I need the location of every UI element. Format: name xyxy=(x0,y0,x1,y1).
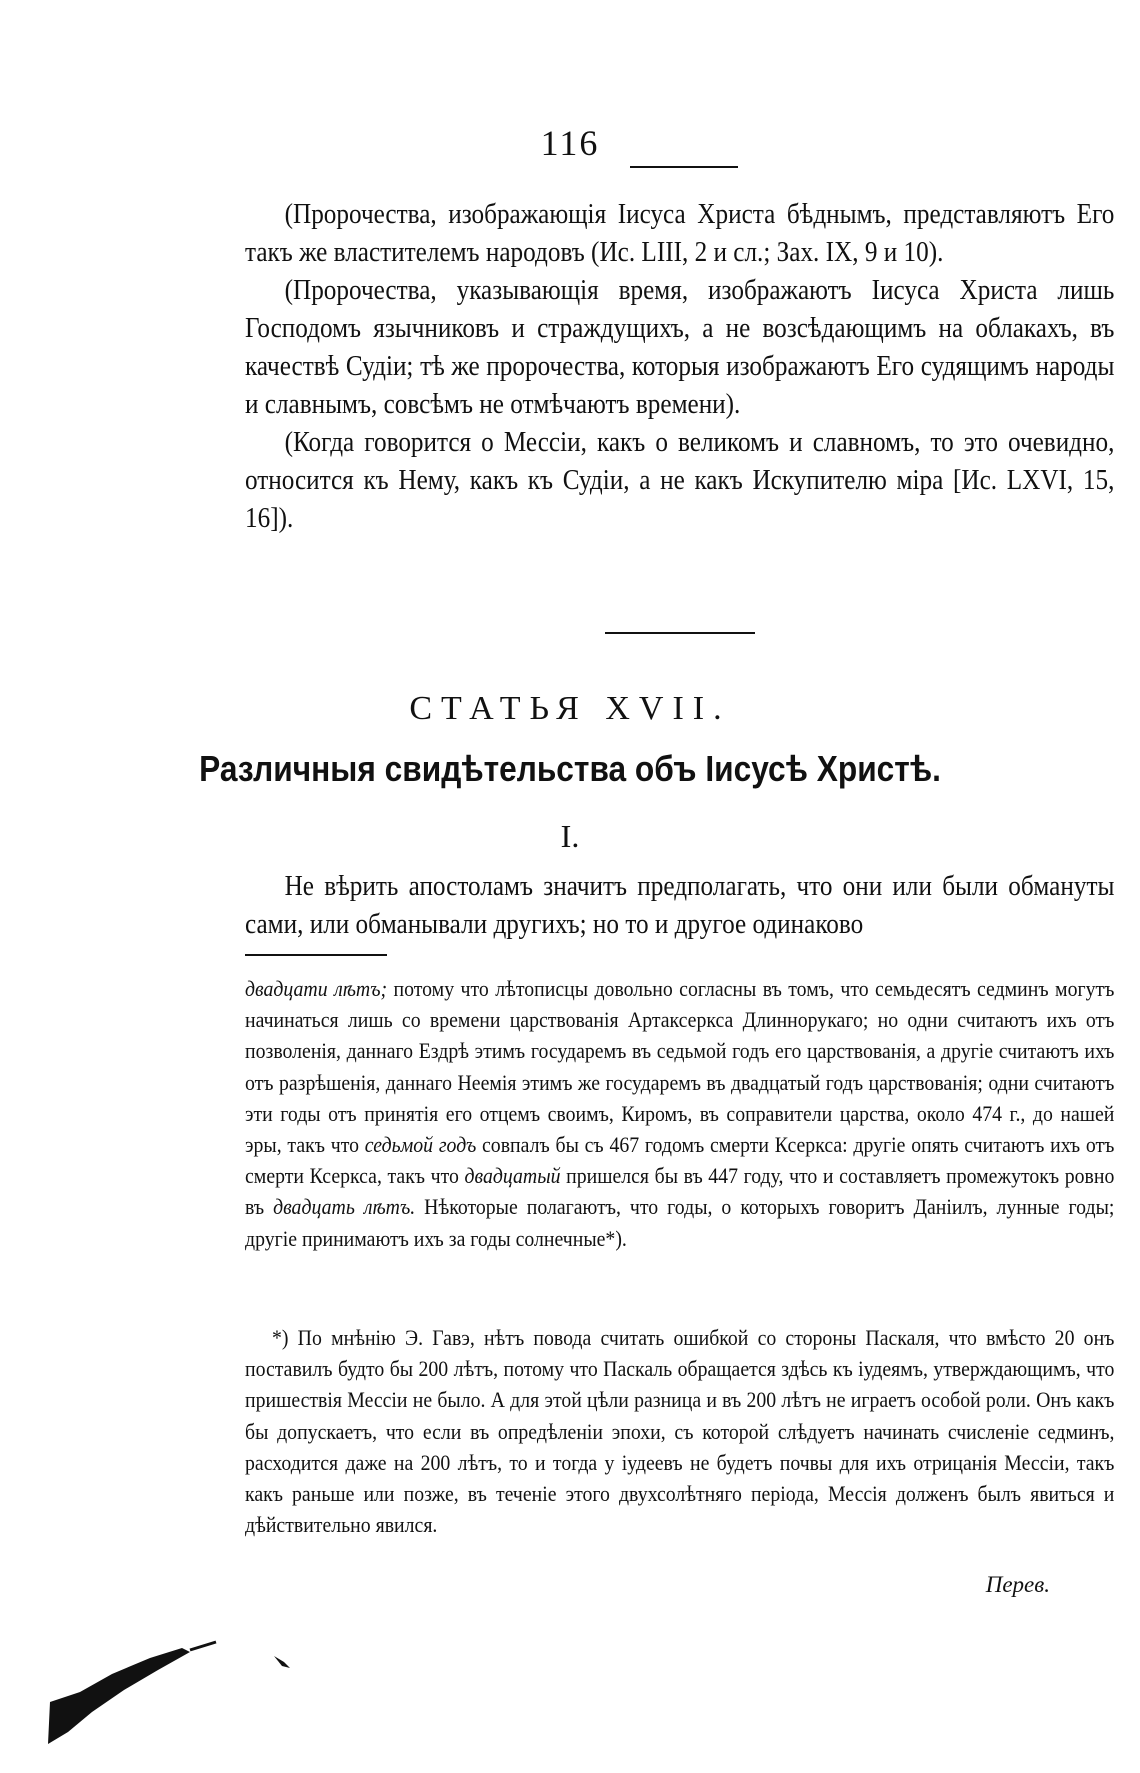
scan-smudge-mark xyxy=(40,1640,220,1750)
translator-note xyxy=(245,1322,1115,1540)
footnote-italic: двадцать лѣтъ. xyxy=(273,1194,416,1220)
scan-speck-mark xyxy=(270,1652,300,1676)
translator-signature: Перев. xyxy=(985,1572,1050,1597)
translator-note-text: *) По мнѣнію Э. Гавэ, нѣтъ повода считать ошибкой со стороны Паскаля, что вмѣсто 20 онъ поставилъ будто бы 200 лѣтъ, потому что Паскаль обращается здѣсь къ іудеямъ, утверждающимъ, что пришествія Мессіи не было. А для этой цѣли разница и въ 200 лѣтъ не играетъ особой роли. Онъ какъ бы допускаетъ, что если въ опредѣленіи эпохи, съ которой слѣдуетъ начинать счисленіе седминъ, расходится даже на 200 лѣтъ, то и тогда у іудеевъ не будетъ почвы для ихъ отрицанія Мессіи, такъ какъ раньше или позже, въ теченіе этого двухсолѣтняго періода, Мессія долженъ былъ явиться и дѣйствительно явился. xyxy=(245,1325,1115,1538)
section-divider xyxy=(605,632,755,634)
page-number-underline xyxy=(630,166,738,168)
section-numeral: I. xyxy=(560,818,580,854)
footnote-span: потому что лѣтописцы довольно согласны въ томъ, что семьдесятъ седминъ могутъ начинаться лишь со времени царствованія Артаксеркса Длиннорукаго; но одни считаютъ ихъ отъ позволенія, даннаго Ездрѣ этимъ государемъ въ седьмой годъ его царствованія, а другіе считаютъ ихъ отъ разрѣшенія, даннаго Неемія этимъ же государемъ въ двадцатый годъ царствованія; одни считаютъ эти годы отъ принятія его отцемъ своимъ, Киромъ, въ соправители царства, около 474 г., до нашей эры, такъ что xyxy=(245,976,1115,1158)
footnote-span: пришелся бы въ 447 году, что и составляетъ промежутокъ ровно въ xyxy=(245,1163,1115,1220)
footnote-continuation xyxy=(245,973,1115,1254)
footnote-italic: двадцати лѣтъ; xyxy=(245,976,388,1001)
article-title: Различныя свидѣтельства объ Іисусѣ Христѣ. xyxy=(199,748,941,789)
prophecy-notes xyxy=(245,196,1115,538)
prophecy-paragraph: (Когда говорится о Мессіи, какъ о великомъ и славномъ, то это очевидно, относится къ Нему, какъ къ Судіи, а не какъ Искупителю міра [Ис. LXVI, 15, 16]). xyxy=(245,427,1115,534)
footnote-span: Нѣкоторые полагаютъ, что годы, о которыхъ говоритъ Даніилъ, лунные годы; другіе принимаютъ ихъ за годы солнечные*). xyxy=(245,1194,1115,1251)
footnote-span: совпалъ бы съ 467 годомъ смерти Ксеркса: другіе опять считаютъ ихъ отъ смерти Ксеркса, такъ что xyxy=(245,1132,1115,1189)
footnote-italic: седьмой годъ xyxy=(364,1132,477,1158)
article-body xyxy=(245,868,1115,944)
article-heading: СТАТЬЯ XVII. xyxy=(409,690,731,727)
prophecy-paragraph: (Пророчества, изображающія Іисуса Христа бѣднымъ, представляютъ Его такъ же властителемъ народовъ (Ис. LIII, 2 и сл.; Зах. IX, 9 и 10). xyxy=(245,199,1115,268)
article-opening-text: Не вѣрить апостоламъ значитъ предполагать, что они или были обмануты сами, или обманывали другихъ; но то и другое одинаково xyxy=(245,871,1115,940)
footnote-italic: двадцатый xyxy=(464,1163,561,1189)
footnote-separator xyxy=(245,954,387,956)
page-number: 116 xyxy=(540,123,600,163)
footnote-text xyxy=(245,973,1114,1254)
prophecy-paragraph: (Пророчества, указывающія время, изображаютъ Іисуса Христа лишь Господомъ язычниковъ и страждущихъ, а не возсѣдающимъ на облакахъ, въ качествѣ Судіи; тѣ же пророчества, которыя изображаютъ Его судящимъ народы и славнымъ, совсѣмъ не отмѣчаютъ времени). xyxy=(245,275,1115,420)
